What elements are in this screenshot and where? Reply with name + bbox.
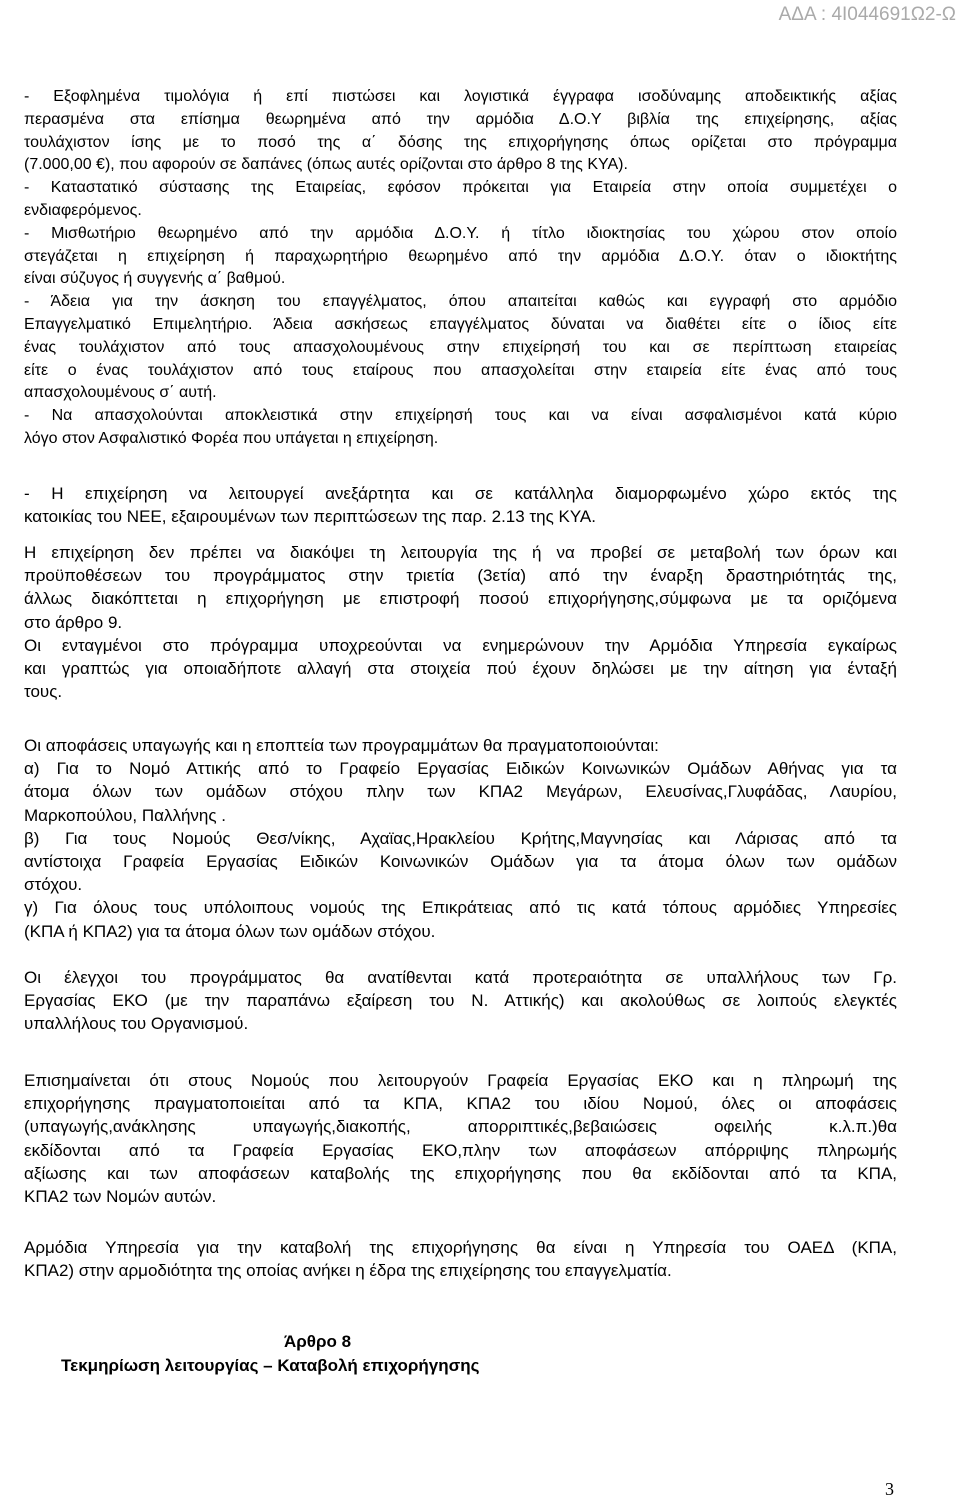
- text-line: αντίστοιχα Γραφεία Εργασίας Ειδικών Κοινωνικών Ομάδων για τα άτομα όλων των ομάδων: [24, 852, 897, 872]
- text-line: - Η επιχείρηση να λειτουργεί ανεξάρτητα και σε κατάλληλα διαμορφωμένο χώρο εκτός της: [24, 484, 897, 503]
- text-line: και γραπτώς για οποιαδήποτε αλλαγή στα στοιχεία πού έχουν δηλώσει με την αίτηση για ένταξή: [24, 659, 897, 679]
- paragraph-payment-service: [24, 1236, 897, 1282]
- text-line: ΚΠΑ2 των Νομών αυτών.: [24, 1187, 217, 1207]
- text-line: προϋποθέσεων του προγράμματος στην τριετία (3ετία) από την έναρξη δραστηριότητάς της,: [24, 566, 897, 586]
- text-line: α) Για το Νομό Αττικής από το Γραφείο Εργασίας Ειδικών Κοινωνικών Ομάδων Αθήνας για τα: [24, 759, 897, 779]
- text-line: στεγάζεται η επιχείρηση ή παραχωρητήριο θεωρημένο από την αρμόδια Δ.Ο.Υ. όταν ο ιδιοκτήτης: [24, 247, 897, 265]
- text-line: - Καταστατικό σύστασης της Εταιρείας, εφόσον πρόκειται για Εταιρεία στην οποία συμμετέχει ο: [24, 179, 897, 197]
- text-line: Οι ενταγμένοι στο πρόγραμμα υποχρεούνται να ενημερώνουν την Αρμόδια Υπηρεσία εγκαίρως: [24, 635, 897, 655]
- paragraph-controls: [24, 966, 897, 1036]
- text-line: λόγο στον Ασφαλιστικό Φορέα που υπάγεται η επιχείρηση.: [24, 429, 439, 447]
- text-line: γ) Για όλους τους υπόλοιπους νομούς της Επικράτειας από τις κατά τόπους αρμόδιες Υπηρεσίες: [24, 898, 897, 918]
- text-line: Μαρκοπούλου, Παλλήνης .: [24, 805, 226, 825]
- text-line: ένας τουλάχιστον από τους απασχολουμένους στην επιχείρησή του και σε περίπτωση εταιρείας: [24, 338, 897, 356]
- paragraph-obligations: [24, 541, 897, 703]
- paragraph-decisions: [24, 734, 897, 943]
- text-line: άλλως διακόπτεται η επιχορήγηση με επιστροφή ποσού επιχορήγησης,σύμφωνα με τα οριζόμενα: [24, 589, 897, 609]
- article-title: Τεκμηρίωση λειτουργίας – Καταβολή επιχορήγησης: [61, 1356, 480, 1375]
- text-line: είναι σύζυγος ή συγγενής α΄ βαθμού.: [24, 270, 286, 288]
- text-line: - Άδεια για την άσκηση του επαγγέλματος, όπου απαιτείται καθώς και εγγραφή στο αρμόδιο: [24, 293, 897, 311]
- text-line: στόχου.: [24, 875, 83, 895]
- article-number: Άρθρο 8: [284, 1332, 352, 1351]
- text-line: είτε ο ένας τουλάχιστον από τους εταίρους που απασχολείται στην εταιρεία είτε ένας από τους: [24, 361, 897, 379]
- page-number: 3: [885, 1479, 894, 1499]
- text-line: - Μισθωτήριο θεωρημένο από την αρμόδια Δ.Ο.Υ. ή τίτλο ιδιοκτησίας του χώρου στον οποίο: [24, 224, 897, 242]
- text-line: τουλάχιστον ίσης με το ποσό της α΄ δόσης της επιχορήγησης όπως ορίζεται στο πρόγραμμα: [24, 133, 897, 151]
- text-line: ΚΠΑ2) στην αρμοδιότητα της οποίας ανήκει η έδρα της επιχείρησης του επαγγελματία.: [24, 1261, 672, 1281]
- text-line: Η επιχείρηση δεν πρέπει να διακόψει τη λειτουργία της ή να προβεί σε μεταβολή των όρων και: [24, 543, 897, 562]
- text-line: απασχολουμένους σ΄ αυτή.: [24, 384, 217, 402]
- paragraph-eko-offices: [24, 1069, 897, 1208]
- text-line: Επισημαίνεται ότι στους Νομούς που λειτουργούν Γραφεία Εργασίας ΕΚΟ και η πληρωμή της: [24, 1071, 897, 1090]
- ada-code: ΑΔΑ : 4Ι044691Ω2-Ω: [778, 4, 956, 25]
- text-line: τους.: [24, 682, 63, 702]
- text-line: Επαγγελματικό Επιμελητήριο. Άδεια ασκήσεως επαγγέλματος δύναται να διαθέτει είτε ο ίδιος είτε: [24, 315, 897, 333]
- text-line: εκδίδονται από τα Γραφεία Εργασίας ΕΚΟ,πλην των αποφάσεων απόρριψης πληρωμής: [24, 1140, 897, 1160]
- text-line: ενδιαφερόμενος.: [24, 201, 142, 219]
- text-line: άτομα όλων των ομάδων στόχου πλην των ΚΠΑ2 Μεγάρων, Ελευσίνας,Γλυφάδας, Λαυρίου,: [24, 782, 897, 802]
- text-line: - Να απασχολούνται αποκλειστικά στην επιχείρησή τους και να είναι ασφαλισμένοι κατά κύριο: [24, 407, 897, 425]
- text-line: Εργασίας ΕΚΟ (με την παραπάνω εξαίρεση του Ν. Αττικής) και ακολούθως σε λοιπούς ελεγκτές: [24, 991, 897, 1011]
- text-line: Οι έλεγχοι του προγράμματος θα ανατίθενται κατά προτεραιότητα σε υπαλλήλους των Γρ.: [24, 968, 897, 987]
- text-line: (υπαγωγής,ανάκλησης υπαγωγής,διακοπής, απορριπτικές,βεβαιώσεις οφειλής κ.λ.π.)θα: [24, 1117, 897, 1137]
- paragraph-requirements: [24, 86, 897, 451]
- text-line: Αρμόδια Υπηρεσία για την καταβολή της επιχορήγησης θα είναι η Υπηρεσία του ΟΑΕΔ (ΚΠΑ,: [24, 1238, 897, 1257]
- text-line: (7.000,00 €), που αφορούν σε δαπάνες (όπως αυτές ορίζονται στο άρθρο 8 της ΚΥΑ).: [24, 156, 628, 174]
- text-line: στο άρθρο 9.: [24, 612, 123, 632]
- text-line: υπαλλήλους του Οργανισμού.: [24, 1014, 249, 1034]
- text-line: επιχορήγησης πραγματοποιείται από τα ΚΠΑ, ΚΠΑ2 του ιδίου Νομού, όλες οι αποφάσεις: [24, 1094, 897, 1114]
- text-line: - Εξοφλημένα τιμολόγια ή επί πιστώσει και λογιστικά έγγραφα ισοδύναμης αποδεικτικής αξίας: [24, 88, 897, 105]
- text-line: περασμένα στα επίσημα θεωρημένα από την αρμόδια Δ.Ο.Υ βιβλία της επιχείρησης, αξίας: [24, 110, 897, 128]
- text-line: αξίωσης και των αποφάσεων καταβολής της επιχορήγησης που θα εκδίδονται από τα ΚΠΑ,: [24, 1163, 897, 1183]
- text-line: (ΚΠΑ ή ΚΠΑ2) για τα άτομα όλων των ομάδων στόχου.: [24, 921, 436, 941]
- text-line: β) Για τους Νομούς Θεσ/νίκης, Αχαϊας,Ηρακλείου Κρήτης,Μαγνησίας και Λάρισας από τα: [24, 828, 897, 848]
- text-line: κατοικίας του ΝΕΕ, εξαιρουμένων των περιπτώσεων της παρ. 2.13 της ΚΥΑ.: [24, 507, 596, 527]
- text-line: Οι αποφάσεις υπαγωγής και η εποπτεία των προγραμμάτων θα πραγματοποιούνται:: [24, 736, 659, 755]
- paragraph-premises: [24, 482, 897, 528]
